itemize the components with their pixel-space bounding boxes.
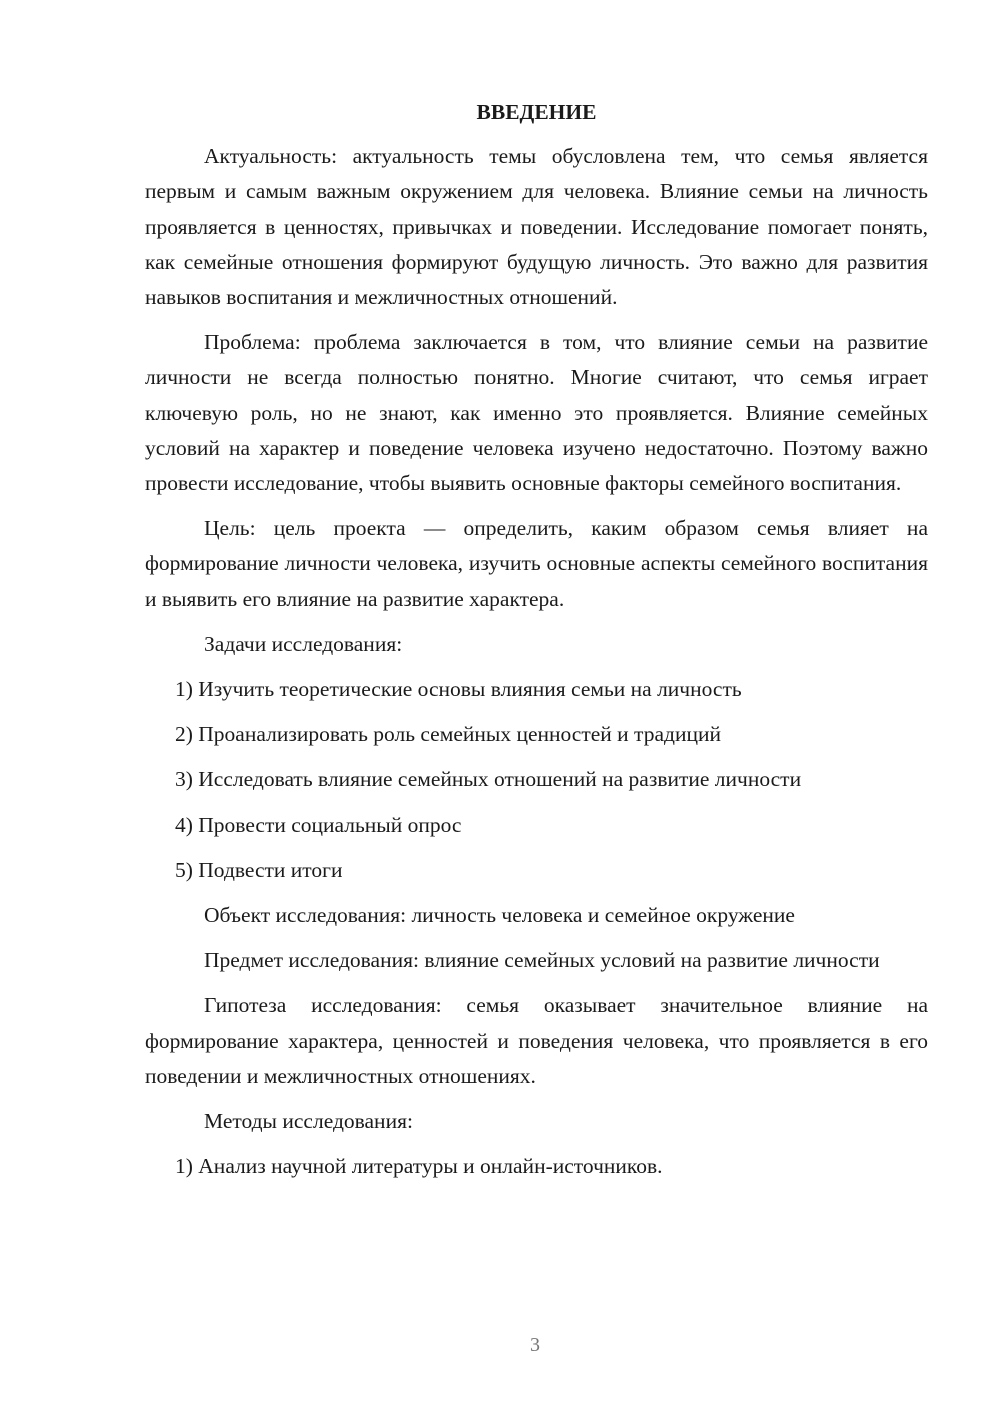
- relevance-paragraph: Актуальность: актуальность темы обусловлена тем, что семья является первым и самым важным окружением для человека. Влияние семьи на личность проявляется в ценностях, привычках и поведении. Исследование помогает понять, как семейные отношения формируют будущую личность. Это важно для развития навыков воспитания и межличностных отношений.: [145, 144, 928, 310]
- goal-paragraph: Цель: цель проекта — определить, каким образом семья влияет на формирование личности человека, изучить основные аспекты семейного воспитания и выявить его влияние на развитие характера.: [145, 516, 928, 611]
- method-item: 1) Анализ научной литературы и онлайн-источников.: [175, 1154, 663, 1179]
- object-line: Объект исследования: личность человека и семейное окружение: [204, 903, 795, 928]
- task-item: 3) Исследовать влияние семейных отношений на развитие личности: [175, 767, 802, 792]
- task-item: 2) Проанализировать роль семейных ценностей и традиций: [175, 722, 721, 747]
- methods-list: [145, 1149, 928, 1184]
- document-page: [145, 95, 928, 1194]
- task-item: 5) Подвести итоги: [175, 857, 343, 882]
- tasks-heading: Задачи исследования:: [204, 631, 403, 656]
- task-item: 1) Изучить теоретические основы влияния семьи на личность: [175, 677, 742, 702]
- hypothesis-paragraph: Гипотеза исследования: семья оказывает значительное влияние на формирование характера, ценностей и поведения человека, что проявляется в его поведении и межличностных отношениях.: [145, 993, 928, 1088]
- section-title: ВВЕДЕНИЕ: [476, 100, 597, 124]
- task-item: 4) Провести социальный опрос: [175, 812, 462, 837]
- methods-heading: Методы исследования:: [204, 1109, 413, 1134]
- page-number: 3: [530, 1334, 540, 1356]
- tasks-list: [145, 672, 928, 888]
- subject-paragraph: Предмет исследования: влияние семейных условий на развитие личности: [204, 948, 880, 973]
- problem-paragraph: Проблема: проблема заключается в том, что влияние семьи на развитие личности не всегда полностью понятно. Многие считают, что семья играет ключевую роль, но не знают, как именно это проявляется. Влияние семейных условий на характер и поведение человека изучено недостаточно. Поэтому важно провести исследование, чтобы выявить основные факторы семейного воспитания.: [145, 330, 928, 496]
